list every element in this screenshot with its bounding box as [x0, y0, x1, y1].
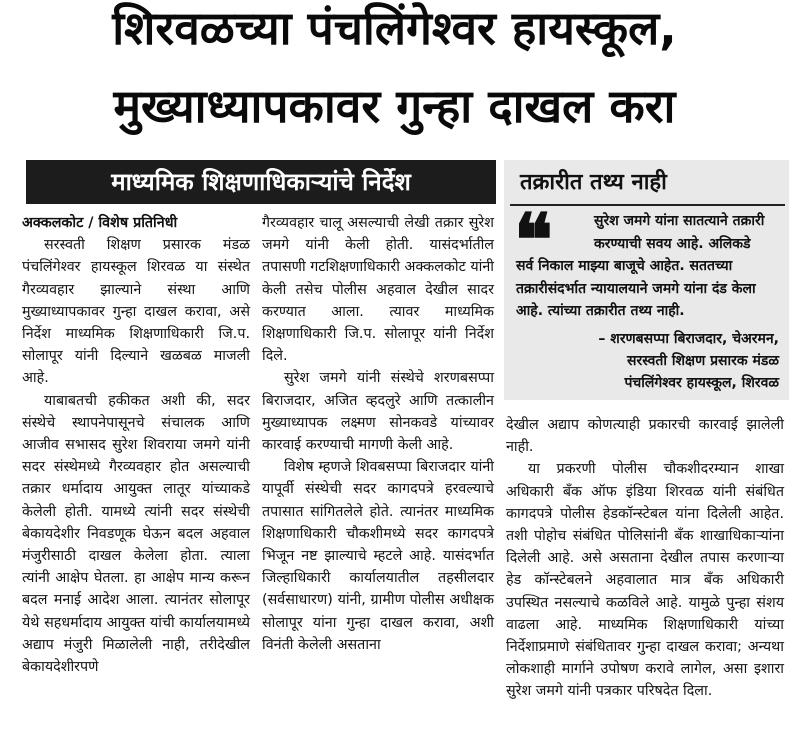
- article-column-3: [506, 414, 784, 703]
- article-paragraph: याबाबतची हकीकत अशी की, सदर संस्थेचे स्थापनेपासूनचे संचालक आणि आजीव सभासद सुरेश शिवराया जमगे यांनी सदर संस्थेमध्ये गैरव्यवहार होत असल्याची तक्रार धर्मादाय आयुक्त लातूर यांच्याकडे केलेली होती. यामध्ये त्यांनी सदर संस्थेची बेकायदेशीर निवडणूक घेऊन बदल अहवाल मंजुरीसाठी दाखल केलेला होता. त्याला त्यांनी आक्षेप घेतला. हा आक्षेप मान्य करून बदल मनाई आदेश आला. त्यानंतर सोलापूर येथे सहधर्मादाय आयुक्त यांची कार्यालयामध्ये अद्याप मंजुरी मिळालेली नाही, तरीदेखील बेकायदेशीरपणे: [22, 392, 250, 676]
- quote-attribution-org: सरस्वती शिक्षण प्रसारक मंडळ: [627, 353, 779, 369]
- sidebox-title: तक्रारीत तथ्य नाही: [520, 170, 667, 195]
- article-column-2: [262, 212, 494, 656]
- quote-mark-icon: ❝: [514, 197, 553, 282]
- subheading-banner: माध्यमिक शिक्षणाधिकाऱ्यांचे निर्देश: [26, 160, 496, 204]
- article-paragraph: सरस्वती शिक्षण प्रसारक मंडळ पंचलिंगेश्वर हायस्कूल शिरवळ या संस्थेत गैरव्यवहार झाल्याने संस्था आणि मुख्याध्यापकावर गुन्हा दाखल करावा, असे निर्देश माध्यमिक शिक्षणाधिकारी जि.प. सोलापूर यांनी दिल्याने खळबळ माजली आहे.: [22, 237, 250, 387]
- headline-line-1: शिरवळच्या पंचलिंगेश्वर हायस्कूल,: [112, 1, 677, 55]
- article-paragraph: देखील अद्याप कोणत्याही प्रकारची कारवाई झालेली नाही.: [506, 417, 784, 456]
- quote-sidebox: [504, 160, 789, 400]
- quote-attribution-name: – शरणबसप्पा बिराजदार, चेअरमन,: [598, 331, 779, 347]
- article-paragraph: गैरव्यवहार चालू असल्याची लेखी तक्रार सुरेश जमगे यांनी केली होती. यासंदर्भातील तपासणी गटशिक्षणाधिकारी अक्कलकोट यांनी केली तसेच पोलीस अहवाल देखील सादर करण्यात आला. त्यावर माध्यमिक शिक्षणाधिकारी जि.प. सोलापूर यांनी निर्देश दिले.: [262, 215, 494, 365]
- sidebox-quote-part-2: सर्व निकाल माझ्या बाजूचे आहेत. सततच्या तक्रारीसंदर्भात न्यायालयाने जमगे यांना दंड केला आहे. त्यांच्या तक्रारीत तथ्य नाही.: [516, 258, 756, 319]
- article-paragraph: या प्रकरणी पोलीस चौकशीदरम्यान शाखा अधिकारी बँक ऑफ इंडिया शिरवळ यांनी संबंधित कागदपत्रे पोलीस हेडकॉन्स्टेबल यांना दिलेली आहेत. तशी पोहोच संबंधित पोलिसांनी बँक शाखाधिकाऱ्यांना दिलेली आहे. असे असताना देखील तपास करणाऱ्या हेड कॉन्स्टेबलने अहवालात मात्र बँक अधिकारी उपस्थित नसल्याचे कळविले आहे. यामुळे पुन्हा संशय वाढला आहे. माध्यमिक शिक्षणाधिकारी यांच्या निर्देशाप्रमाणे संबंधितावर गुन्हा दाखल करावा; अन्यथा लोकशाही मार्गाने उपोषण करावे लागेल, असा इशारा सुरेश जमगे यांनी पत्रकार परिषदेत दिला.: [506, 461, 784, 700]
- article-paragraph: विशेष म्हणजे शिवबसप्पा बिराजदार यांनी यापूर्वी संस्थेची सदर कागदपत्रे हरवल्याचे तपासात सांगितलेले होते. त्यानंतर माध्यमिक शिक्षणाधिकारी चौकशीमध्ये सदर कागदपत्रे भिजून नष्ट झाल्याचे म्हटले आहे. यासंदर्भात जिल्हाधिकारी कार्यालयातील तहसीलदार (सर्वसाधारण) यांनी, ग्रामीण पोलीस अधीक्षक सोलापूर यांना गुन्हा दाखल करावा, अशी विनंती केलेली असताना: [262, 459, 494, 653]
- dateline: अक्कलकोट / विशेष प्रतिनिधी: [22, 215, 178, 231]
- article-paragraph: सुरेश जमगे यांनी संस्थेचे शरणबसप्पा बिराजदार, अजित व्हदलुरे आणि तत्कालीन मुख्याध्यापक लक्ष्मण सोनकवडे यांच्यावर कारवाई करण्याची मागणी केली आहे.: [262, 370, 494, 454]
- quote-attribution-school: पंचलिंगेश्वर हायस्कूल, शिरवळ: [624, 375, 779, 391]
- sidebox-quote-part-1: सुरेश जमगे यांना सातत्याने तक्रारी करण्याची सवय आहे. अलिकडे: [594, 213, 765, 252]
- article-column-1: [22, 212, 250, 678]
- headline-line-2: मुख्याध्यापकावर गुन्हा दाखल करा: [113, 79, 676, 133]
